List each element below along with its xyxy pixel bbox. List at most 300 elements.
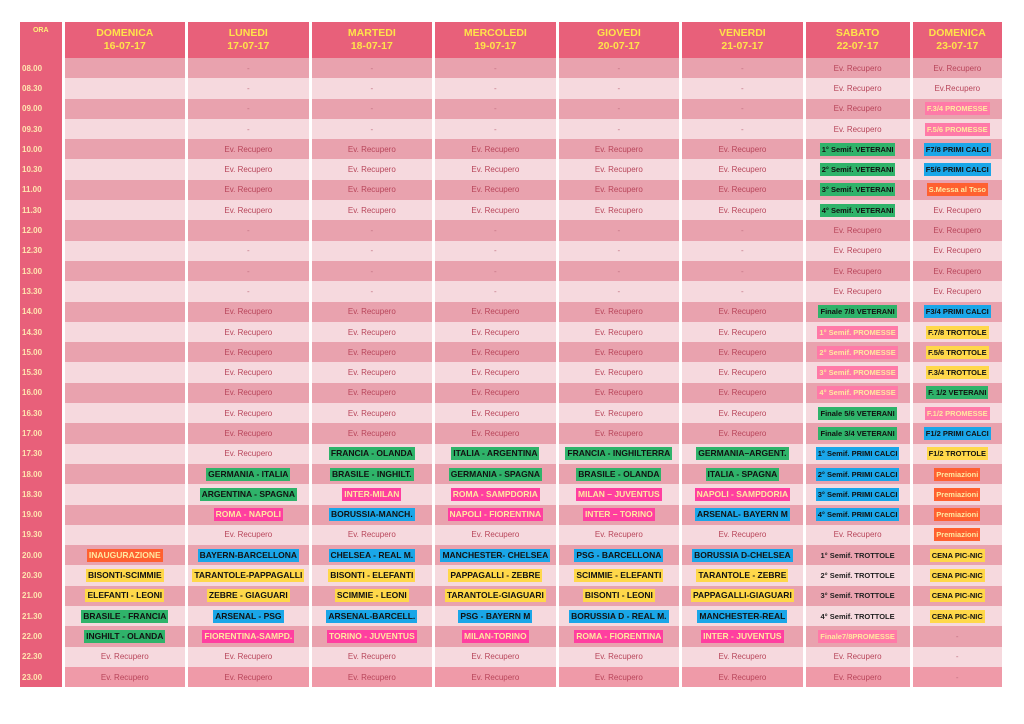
schedule-row bbox=[20, 241, 1002, 261]
day-name: GIOVEDI bbox=[596, 27, 641, 39]
event-recupero: Ev. Recupero bbox=[224, 672, 273, 682]
event-cell bbox=[312, 241, 433, 261]
event-cell bbox=[806, 505, 910, 525]
event-cell bbox=[312, 626, 433, 646]
event-cell bbox=[65, 99, 186, 119]
event-recupero: Ev. Recupero bbox=[594, 205, 643, 215]
header-day bbox=[435, 22, 556, 58]
event-highlight: CENA PIC-NIC bbox=[931, 591, 983, 601]
schedule-row bbox=[20, 58, 1002, 78]
event-cell bbox=[65, 281, 186, 301]
schedule-row bbox=[20, 302, 1002, 322]
event-cell bbox=[913, 647, 1002, 667]
time-cell: 12.00 bbox=[20, 220, 62, 240]
day-name: MERCOLEDI bbox=[463, 27, 527, 39]
event-cell bbox=[435, 525, 556, 545]
event-empty: - bbox=[617, 104, 621, 114]
event-cell bbox=[913, 342, 1002, 362]
event-recupero: Ev. Recupero bbox=[833, 246, 882, 256]
event-recupero: Ev. Recupero bbox=[718, 428, 767, 438]
event-empty: - bbox=[370, 246, 374, 256]
event-cell bbox=[913, 220, 1002, 240]
event-cell bbox=[188, 403, 309, 423]
event-highlight: BRASILE - FRANCIA bbox=[83, 610, 167, 621]
event-recupero: Ev. Recupero bbox=[833, 226, 882, 236]
event-empty: - bbox=[370, 286, 374, 296]
time-cell: 19.30 bbox=[20, 525, 62, 545]
event-cell bbox=[312, 159, 433, 179]
event-cell bbox=[559, 647, 680, 667]
event-cell bbox=[806, 626, 910, 646]
day-name: DOMENICA bbox=[928, 27, 986, 39]
event-cell bbox=[559, 505, 680, 525]
event-recupero: Ev. Recupero bbox=[224, 388, 273, 398]
event-cell bbox=[435, 606, 556, 626]
schedule-row bbox=[20, 525, 1002, 545]
event-highlight: F.7/8 TROTTOLE bbox=[927, 327, 987, 337]
event-empty: - bbox=[370, 63, 374, 73]
event-recupero: Ev. Recupero bbox=[833, 286, 882, 296]
event-highlight: ITALIA - ARGENTINA bbox=[453, 448, 538, 459]
event-cell bbox=[65, 667, 186, 687]
event-highlight: F. 1/2 VETERANI bbox=[928, 388, 987, 398]
schedule-row bbox=[20, 220, 1002, 240]
event-cell bbox=[188, 484, 309, 504]
event-highlight: FRANCIA - OLANDA bbox=[330, 448, 413, 459]
event-recupero: Ev. Recupero bbox=[594, 388, 643, 398]
event-cell bbox=[435, 464, 556, 484]
event-cell bbox=[559, 586, 680, 606]
event-cell bbox=[65, 606, 186, 626]
event-cell bbox=[806, 545, 910, 565]
time-cell: 09.00 bbox=[20, 99, 62, 119]
event-cell bbox=[559, 180, 680, 200]
event-recupero: Ev. Recupero bbox=[224, 144, 273, 154]
event-highlight: GERMANIA - ITALIA bbox=[208, 468, 289, 479]
event-cell bbox=[312, 180, 433, 200]
event-cell bbox=[682, 423, 803, 443]
event-cell bbox=[65, 484, 186, 504]
event-cell bbox=[312, 220, 433, 240]
event-recupero: Ev. Recupero bbox=[594, 327, 643, 337]
event-cell bbox=[806, 180, 910, 200]
event-recupero: Ev. Recupero bbox=[718, 185, 767, 195]
event-cell bbox=[312, 667, 433, 687]
schedule-row bbox=[20, 139, 1002, 159]
event-recupero: Ev. Recupero bbox=[933, 226, 982, 236]
header-row bbox=[20, 22, 1002, 58]
event-recupero: Ev. Recupero bbox=[347, 185, 396, 195]
event-empty: - bbox=[370, 266, 374, 276]
schedule-body bbox=[20, 58, 1002, 687]
event-recupero: Ev. Recupero bbox=[471, 205, 520, 215]
event-cell bbox=[559, 78, 680, 98]
event-cell bbox=[806, 58, 910, 78]
event-recupero: Ev. Recupero bbox=[718, 652, 767, 662]
event-highlight: Finale 7/8 VETERANI bbox=[820, 307, 895, 317]
event-recupero: Ev. Recupero bbox=[347, 652, 396, 662]
event-empty: - bbox=[494, 226, 497, 236]
time-cell: 15.00 bbox=[20, 342, 62, 362]
time-cell: 18.00 bbox=[20, 464, 62, 484]
event-cell bbox=[806, 119, 910, 139]
time-cell: 12.30 bbox=[20, 241, 62, 261]
event-cell bbox=[913, 58, 1002, 78]
event-empty: - bbox=[617, 226, 621, 236]
event-recupero: Ev. Recupero bbox=[471, 307, 520, 317]
time-cell: 13.00 bbox=[20, 261, 62, 281]
event-cell bbox=[806, 423, 910, 443]
event-cell bbox=[806, 525, 910, 545]
event-cell bbox=[188, 667, 309, 687]
event-cell bbox=[312, 342, 433, 362]
event-cell bbox=[188, 565, 309, 585]
event-cell bbox=[913, 78, 1002, 98]
event-highlight: Finale7/8PROMESSE bbox=[820, 631, 895, 641]
event-highlight: MILAN – JUVENTUS bbox=[578, 488, 660, 499]
schedule-row bbox=[20, 606, 1002, 626]
event-cell bbox=[188, 99, 309, 119]
event-empty: - bbox=[741, 104, 744, 114]
schedule-row bbox=[20, 626, 1002, 646]
event-cell bbox=[312, 99, 433, 119]
event-cell bbox=[435, 58, 556, 78]
event-cell bbox=[65, 200, 186, 220]
event-cell bbox=[188, 139, 309, 159]
event-cell bbox=[682, 444, 803, 464]
event-recupero: Ev. Recupero bbox=[933, 205, 982, 215]
event-cell bbox=[188, 281, 309, 301]
event-highlight: INTER-MILAN bbox=[344, 488, 400, 499]
header-day bbox=[559, 22, 680, 58]
event-cell bbox=[188, 322, 309, 342]
event-highlight: BRASILE - OLANDA bbox=[578, 468, 660, 479]
event-cell bbox=[682, 383, 803, 403]
event-cell bbox=[682, 362, 803, 382]
event-empty: - bbox=[494, 124, 497, 134]
event-highlight: BISONTI-SCIMMIE bbox=[87, 570, 162, 581]
header-day bbox=[312, 22, 433, 58]
event-highlight: NAPOLI - FIORENTINA bbox=[449, 509, 542, 520]
event-cell bbox=[559, 626, 680, 646]
event-recupero: Ev. Recupero bbox=[224, 368, 273, 378]
event-cell bbox=[312, 403, 433, 423]
event-cell bbox=[188, 545, 309, 565]
event-cell bbox=[188, 362, 309, 382]
event-highlight: S.Messa al Teso bbox=[928, 185, 986, 195]
header-day bbox=[188, 22, 309, 58]
event-cell bbox=[682, 464, 803, 484]
event-cell bbox=[312, 565, 433, 585]
event-cell bbox=[188, 58, 309, 78]
event-cell bbox=[188, 505, 309, 525]
event-recupero: Ev. Recupero bbox=[471, 388, 520, 398]
event-cell bbox=[806, 565, 910, 585]
event-recupero: Ev. Recupero bbox=[933, 246, 982, 256]
event-highlight: F1/2 TROTTOLE bbox=[928, 449, 986, 459]
event-recupero: Ev. Recupero bbox=[224, 205, 273, 215]
event-cell bbox=[435, 159, 556, 179]
event-cell bbox=[806, 464, 910, 484]
event-cell bbox=[682, 58, 803, 78]
time-cell: 10.00 bbox=[20, 139, 62, 159]
event-empty: - bbox=[741, 63, 744, 73]
event-recupero: Ev. Recupero bbox=[594, 672, 643, 682]
event-cell bbox=[435, 565, 556, 585]
event-highlight: CENA PIC-NIC bbox=[931, 611, 983, 621]
event-cell bbox=[682, 180, 803, 200]
event-cell bbox=[312, 647, 433, 667]
event-cell bbox=[435, 342, 556, 362]
event-highlight: CENA PIC-NIC bbox=[931, 550, 983, 560]
event-cell bbox=[65, 78, 186, 98]
event-highlight: 1° Semif. VETERANI bbox=[821, 144, 894, 154]
event-recupero: Ev. Recupero bbox=[471, 428, 520, 438]
schedule-row bbox=[20, 545, 1002, 565]
event-cell bbox=[435, 78, 556, 98]
event-recupero: Ev. Recupero bbox=[100, 672, 149, 682]
schedule-row bbox=[20, 464, 1002, 484]
event-cell bbox=[312, 322, 433, 342]
schedule-row bbox=[20, 423, 1002, 443]
day-date: 18-07-17 bbox=[350, 40, 393, 52]
event-highlight: BORUSSIA D-CHELSEA bbox=[694, 549, 791, 560]
event-cell bbox=[682, 302, 803, 322]
event-cell bbox=[559, 545, 680, 565]
event-empty: - bbox=[246, 246, 250, 256]
event-recupero: Ev. Recupero bbox=[933, 266, 982, 276]
event-recupero: Ev. Recupero bbox=[471, 347, 520, 357]
event-cell bbox=[435, 505, 556, 525]
event-cell bbox=[806, 362, 910, 382]
time-cell: 17.30 bbox=[20, 444, 62, 464]
event-cell bbox=[188, 159, 309, 179]
event-recupero: Ev. Recupero bbox=[347, 165, 396, 175]
event-cell bbox=[65, 241, 186, 261]
time-cell: 08.00 bbox=[20, 58, 62, 78]
event-recupero: Ev. Recupero bbox=[347, 307, 396, 317]
time-cell: 22.00 bbox=[20, 626, 62, 646]
event-cell bbox=[559, 403, 680, 423]
event-label: 2° Semif. TROTTOLE bbox=[820, 571, 895, 581]
event-label: 1° Semif. TROTTOLE bbox=[820, 550, 895, 560]
event-recupero: Ev. Recupero bbox=[594, 185, 643, 195]
event-cell bbox=[913, 302, 1002, 322]
event-recupero: Ev. Recupero bbox=[594, 307, 643, 317]
event-highlight: TARANTOLE - ZEBRE bbox=[698, 570, 787, 581]
day-date: 19-07-17 bbox=[474, 40, 517, 52]
event-recupero: Ev. Recupero bbox=[933, 63, 982, 73]
event-recupero: Ev. Recupero bbox=[100, 652, 149, 662]
header-ora: ORA bbox=[20, 22, 62, 58]
event-recupero: Ev. Recupero bbox=[471, 530, 520, 540]
event-cell bbox=[559, 200, 680, 220]
event-cell bbox=[435, 281, 556, 301]
event-cell bbox=[188, 464, 309, 484]
event-cell bbox=[312, 139, 433, 159]
event-highlight: F5/6 PRIMI CALCI bbox=[925, 165, 989, 175]
time-cell: 21.00 bbox=[20, 586, 62, 606]
event-highlight: 3° Semif. PROMESSE bbox=[819, 368, 896, 378]
event-highlight: ROMA - NAPOLI bbox=[215, 509, 281, 520]
event-empty: - bbox=[494, 286, 497, 296]
event-cell bbox=[682, 667, 803, 687]
event-cell bbox=[435, 362, 556, 382]
event-highlight: 4° Semif. PRIMI CALCI bbox=[817, 510, 898, 520]
event-cell bbox=[913, 362, 1002, 382]
event-cell bbox=[559, 362, 680, 382]
event-highlight: F.1/2 PROMESSE bbox=[926, 408, 988, 418]
event-cell bbox=[188, 180, 309, 200]
event-cell bbox=[559, 159, 680, 179]
event-highlight: F.3/4 PROMESSE bbox=[926, 104, 988, 114]
event-cell bbox=[806, 261, 910, 281]
event-recupero: Ev. Recupero bbox=[594, 347, 643, 357]
event-recupero: Ev. Recupero bbox=[833, 672, 882, 682]
event-cell bbox=[312, 261, 433, 281]
event-cell bbox=[65, 58, 186, 78]
event-label: 3° Semif. TROTTOLE bbox=[820, 591, 895, 601]
event-cell bbox=[559, 525, 680, 545]
event-recupero: Ev. Recupero bbox=[347, 368, 396, 378]
event-cell bbox=[913, 200, 1002, 220]
time-cell: 14.30 bbox=[20, 322, 62, 342]
schedule-sheet bbox=[20, 22, 1008, 687]
event-cell bbox=[188, 200, 309, 220]
event-cell bbox=[682, 626, 803, 646]
event-cell bbox=[312, 362, 433, 382]
event-cell bbox=[65, 180, 186, 200]
day-name: SABATO bbox=[835, 27, 880, 39]
event-cell bbox=[188, 220, 309, 240]
event-empty: - bbox=[246, 63, 250, 73]
event-cell bbox=[65, 525, 186, 545]
event-cell bbox=[312, 119, 433, 139]
event-cell bbox=[913, 586, 1002, 606]
event-cell bbox=[435, 586, 556, 606]
event-empty: - bbox=[370, 104, 374, 114]
event-cell bbox=[312, 302, 433, 322]
event-cell bbox=[435, 241, 556, 261]
event-highlight: NAPOLI - SAMPDORIA bbox=[696, 488, 789, 499]
schedule-row bbox=[20, 586, 1002, 606]
event-highlight: F.3/4 TROTTOLE bbox=[927, 368, 987, 378]
event-highlight: Premiazioni bbox=[936, 489, 979, 499]
event-recupero: Ev. Recupero bbox=[347, 327, 396, 337]
event-recupero: Ev. Recupero bbox=[224, 347, 273, 357]
event-cell bbox=[559, 281, 680, 301]
event-recupero: Ev. Recupero bbox=[718, 388, 767, 398]
event-highlight: INTER - JUVENTUS bbox=[703, 630, 782, 641]
event-cell bbox=[435, 444, 556, 464]
event-highlight: TORINO - JUVENTUS bbox=[328, 630, 415, 641]
event-cell bbox=[65, 322, 186, 342]
event-recupero: Ev. Recupero bbox=[347, 408, 396, 418]
schedule-row bbox=[20, 281, 1002, 301]
event-empty: - bbox=[955, 652, 959, 662]
event-cell bbox=[913, 464, 1002, 484]
event-recupero: Ev. Recupero bbox=[224, 449, 273, 459]
event-recupero: Ev. Recupero bbox=[718, 307, 767, 317]
header-day bbox=[806, 22, 910, 58]
event-highlight: SCIMMIE - LEONI bbox=[336, 590, 407, 601]
time-cell: 17.00 bbox=[20, 423, 62, 443]
event-empty: - bbox=[617, 83, 621, 93]
event-cell bbox=[913, 159, 1002, 179]
header-day bbox=[913, 22, 1002, 58]
event-cell bbox=[188, 444, 309, 464]
event-recupero: Ev. Recupero bbox=[347, 388, 396, 398]
day-name: LUNEDI bbox=[228, 27, 268, 39]
event-cell bbox=[913, 484, 1002, 504]
schedule-row bbox=[20, 342, 1002, 362]
event-highlight: BORUSSIA D - REAL M. bbox=[571, 610, 667, 621]
event-empty: - bbox=[494, 104, 497, 114]
event-cell bbox=[435, 403, 556, 423]
event-cell bbox=[806, 302, 910, 322]
event-cell bbox=[913, 545, 1002, 565]
event-highlight: SCIMMIE - ELEFANTI bbox=[576, 570, 662, 581]
event-cell bbox=[806, 667, 910, 687]
event-cell bbox=[682, 119, 803, 139]
event-empty: - bbox=[741, 286, 744, 296]
event-recupero: Ev. Recupero bbox=[347, 530, 396, 540]
event-recupero: Ev. Recupero bbox=[594, 652, 643, 662]
event-highlight: Premiazioni bbox=[936, 510, 979, 520]
time-cell: 09.30 bbox=[20, 119, 62, 139]
event-recupero: Ev. Recupero bbox=[471, 165, 520, 175]
time-cell: 14.00 bbox=[20, 302, 62, 322]
event-cell bbox=[312, 525, 433, 545]
event-highlight: BORUSSIA-MANCH. bbox=[330, 509, 413, 520]
schedule-row bbox=[20, 200, 1002, 220]
event-highlight: INGHILT - OLANDA bbox=[86, 630, 164, 641]
time-cell: 20.30 bbox=[20, 565, 62, 585]
event-cell bbox=[682, 525, 803, 545]
time-cell: 16.00 bbox=[20, 383, 62, 403]
event-highlight: INTER – TORINO bbox=[584, 509, 653, 520]
event-cell bbox=[312, 78, 433, 98]
event-cell bbox=[913, 423, 1002, 443]
event-cell bbox=[682, 261, 803, 281]
event-empty: - bbox=[741, 246, 744, 256]
event-highlight: ARSENAL- BAYERN M bbox=[696, 509, 788, 520]
event-cell bbox=[312, 545, 433, 565]
event-cell bbox=[682, 322, 803, 342]
event-empty: - bbox=[370, 124, 374, 134]
event-cell bbox=[435, 99, 556, 119]
event-cell bbox=[435, 200, 556, 220]
event-cell bbox=[312, 586, 433, 606]
event-cell bbox=[806, 484, 910, 504]
event-cell bbox=[682, 565, 803, 585]
event-cell bbox=[435, 180, 556, 200]
event-empty: - bbox=[741, 124, 744, 134]
event-recupero: Ev. Recupero bbox=[833, 124, 882, 134]
event-cell bbox=[65, 159, 186, 179]
event-cell bbox=[188, 647, 309, 667]
event-highlight: GERMANIA–ARGENT. bbox=[698, 448, 787, 459]
schedule-row bbox=[20, 565, 1002, 585]
event-highlight: Premiazioni bbox=[936, 469, 979, 479]
event-recupero: Ev. Recupero bbox=[594, 144, 643, 154]
event-highlight: ARSENAL-BARCELL. bbox=[328, 610, 416, 621]
event-cell bbox=[435, 261, 556, 281]
event-recupero: Ev. Recupero bbox=[833, 63, 882, 73]
event-cell bbox=[435, 220, 556, 240]
event-cell bbox=[559, 667, 680, 687]
event-highlight: F1/2 PRIMI CALCI bbox=[925, 428, 989, 438]
